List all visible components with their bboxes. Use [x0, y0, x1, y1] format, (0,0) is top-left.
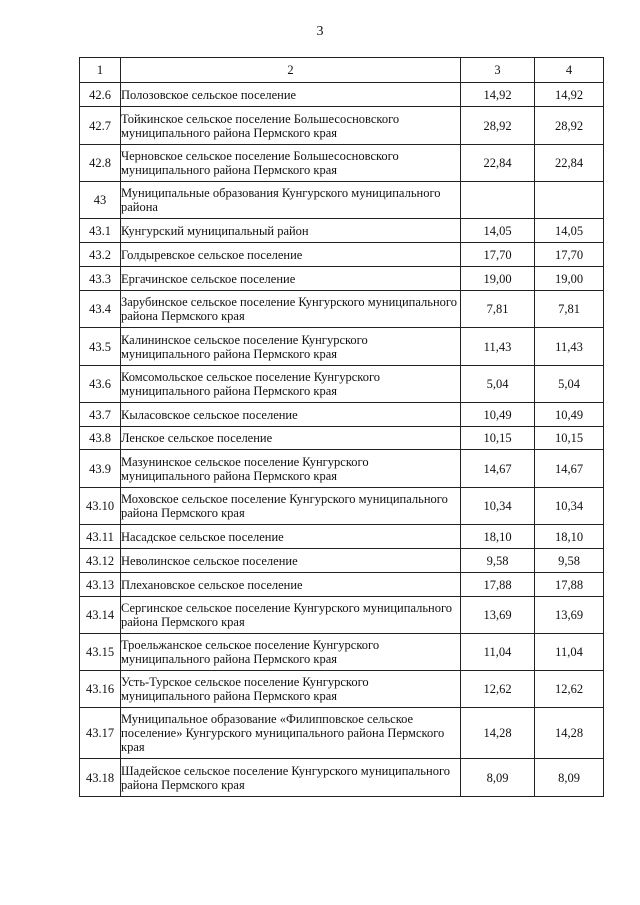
row-name: Моховское сельское поселение Кунгурского муниципального района Пермского края	[121, 488, 461, 525]
row-name: Зарубинское сельское поселение Кунгурского муниципального района Пермского края	[121, 291, 461, 328]
row-name: Муниципальное образование «Филипповское сельское поселение» Кунгурского муниципального района Пермского края	[121, 708, 461, 759]
row-number: 43	[80, 182, 121, 219]
table-row	[80, 759, 604, 797]
row-number: 43.15	[80, 634, 121, 671]
data-table	[79, 57, 604, 797]
row-name: Полозовское сельское поселение	[121, 83, 461, 107]
header-col-3: 3	[461, 58, 535, 83]
row-value-col4: 14,05	[535, 219, 604, 243]
row-name: Кыласовское сельское поселение	[121, 403, 461, 427]
row-value-col3: 11,43	[461, 328, 535, 366]
row-name: Тойкинское сельское поселение Большесосновского муниципального района Пермского края	[121, 107, 461, 145]
row-name: Калининское сельское поселение Кунгурского муниципального района Пермского края	[121, 328, 461, 366]
row-number: 43.3	[80, 267, 121, 291]
row-value-col4: 14,28	[535, 708, 604, 759]
row-value-col3: 19,00	[461, 267, 535, 291]
row-value-col3: 9,58	[461, 549, 535, 573]
row-value-col3: 14,67	[461, 450, 535, 488]
row-value-col4: 10,15	[535, 427, 604, 450]
row-number: 43.7	[80, 403, 121, 427]
row-value-col4	[535, 182, 604, 219]
table-row	[80, 450, 604, 488]
row-value-col3: 14,28	[461, 708, 535, 759]
table-row	[80, 549, 604, 573]
table-row	[80, 366, 604, 403]
row-value-col4: 11,43	[535, 328, 604, 366]
row-name: Неволинское сельское поселение	[121, 549, 461, 573]
row-value-col4: 8,09	[535, 759, 604, 797]
row-number: 43.6	[80, 366, 121, 403]
row-value-col3: 10,49	[461, 403, 535, 427]
table-row	[80, 267, 604, 291]
table-row	[80, 83, 604, 107]
row-value-col4: 22,84	[535, 145, 604, 182]
row-number: 43.18	[80, 759, 121, 797]
row-value-col4: 14,67	[535, 450, 604, 488]
row-name: Ергачинское сельское поселение	[121, 267, 461, 291]
row-value-col4: 14,92	[535, 83, 604, 107]
table-row	[80, 219, 604, 243]
row-value-col3: 17,88	[461, 573, 535, 597]
row-number: 43.1	[80, 219, 121, 243]
header-col-1: 1	[80, 58, 121, 83]
row-value-col4: 17,70	[535, 243, 604, 267]
row-value-col3: 13,69	[461, 597, 535, 634]
table-row	[80, 291, 604, 328]
row-number: 42.8	[80, 145, 121, 182]
row-value-col4: 12,62	[535, 671, 604, 708]
table-row	[80, 145, 604, 182]
header-col-2: 2	[121, 58, 461, 83]
header-row	[80, 58, 604, 83]
row-value-col3: 18,10	[461, 525, 535, 549]
row-number: 43.8	[80, 427, 121, 450]
row-value-col4: 19,00	[535, 267, 604, 291]
page-number: 3	[316, 24, 324, 39]
row-number: 43.2	[80, 243, 121, 267]
table-row	[80, 427, 604, 450]
row-value-col3: 17,70	[461, 243, 535, 267]
row-value-col3: 5,04	[461, 366, 535, 403]
row-name: Муниципальные образования Кунгурского муниципального района	[121, 182, 461, 219]
row-value-col4: 17,88	[535, 573, 604, 597]
row-value-col3: 11,04	[461, 634, 535, 671]
row-value-col3: 10,34	[461, 488, 535, 525]
row-value-col4: 5,04	[535, 366, 604, 403]
row-number: 43.16	[80, 671, 121, 708]
row-name: Черновское сельское поселение Большесосновского муниципального района Пермского края	[121, 145, 461, 182]
row-number: 43.12	[80, 549, 121, 573]
row-value-col3: 12,62	[461, 671, 535, 708]
row-number: 42.7	[80, 107, 121, 145]
row-number: 43.9	[80, 450, 121, 488]
row-number: 43.5	[80, 328, 121, 366]
row-value-col4: 7,81	[535, 291, 604, 328]
table-row	[80, 328, 604, 366]
row-name: Сергинское сельское поселение Кунгурского муниципального района Пермского края	[121, 597, 461, 634]
row-name: Плехановское сельское поселение	[121, 573, 461, 597]
row-number: 43.10	[80, 488, 121, 525]
row-number: 43.14	[80, 597, 121, 634]
row-name: Насадское сельское поселение	[121, 525, 461, 549]
row-value-col3: 14,05	[461, 219, 535, 243]
table-row	[80, 243, 604, 267]
row-value-col3: 22,84	[461, 145, 535, 182]
table-row	[80, 573, 604, 597]
row-name: Шадейское сельское поселение Кунгурского муниципального района Пермского края	[121, 759, 461, 797]
row-value-col4: 18,10	[535, 525, 604, 549]
row-value-col4: 11,04	[535, 634, 604, 671]
table-row	[80, 597, 604, 634]
row-number: 42.6	[80, 83, 121, 107]
row-name: Комсомольское сельское поселение Кунгурского муниципального района Пермского края	[121, 366, 461, 403]
table-row	[80, 525, 604, 549]
row-value-col4: 10,49	[535, 403, 604, 427]
row-value-col3: 28,92	[461, 107, 535, 145]
row-value-col3: 8,09	[461, 759, 535, 797]
table-row	[80, 107, 604, 145]
row-name: Кунгурский муниципальный район	[121, 219, 461, 243]
row-name: Голдыревское сельское поселение	[121, 243, 461, 267]
table-row	[80, 671, 604, 708]
row-value-col4: 9,58	[535, 549, 604, 573]
row-name: Мазунинское сельское поселение Кунгурского муниципального района Пермского края	[121, 450, 461, 488]
table-row	[80, 488, 604, 525]
row-value-col4: 13,69	[535, 597, 604, 634]
table-row	[80, 634, 604, 671]
table-row	[80, 708, 604, 759]
row-number: 43.4	[80, 291, 121, 328]
row-value-col3: 14,92	[461, 83, 535, 107]
row-value-col3: 10,15	[461, 427, 535, 450]
row-value-col3	[461, 182, 535, 219]
row-name: Усть-Турское сельское поселение Кунгурского муниципального района Пермского края	[121, 671, 461, 708]
row-value-col3: 7,81	[461, 291, 535, 328]
row-value-col4: 10,34	[535, 488, 604, 525]
row-name: Ленское сельское поселение	[121, 427, 461, 450]
table-row	[80, 182, 604, 219]
row-number: 43.17	[80, 708, 121, 759]
row-name: Троельжанское сельское поселение Кунгурского муниципального района Пермского края	[121, 634, 461, 671]
table-row	[80, 403, 604, 427]
row-number: 43.13	[80, 573, 121, 597]
header-col-4: 4	[535, 58, 604, 83]
row-number: 43.11	[80, 525, 121, 549]
row-value-col4: 28,92	[535, 107, 604, 145]
